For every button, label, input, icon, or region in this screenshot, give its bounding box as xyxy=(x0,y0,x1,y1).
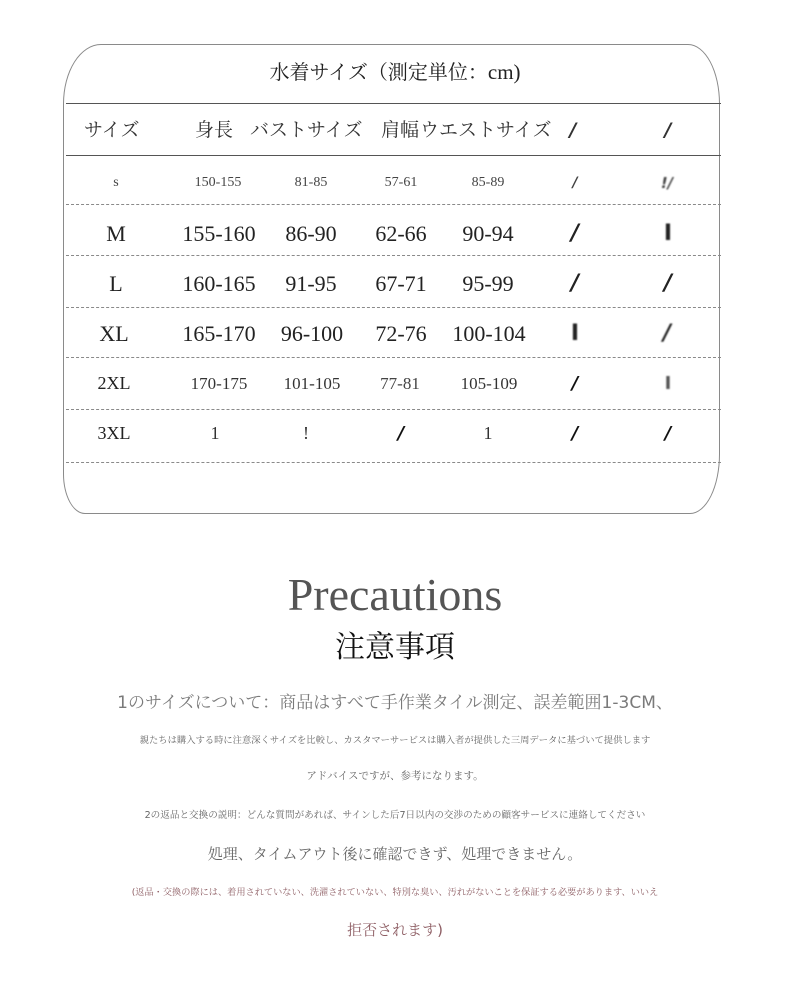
cell-col6: / xyxy=(572,174,578,191)
cell-size: 2XL xyxy=(97,373,131,394)
cell-size: 3XL xyxy=(97,423,131,444)
cell-size: XL xyxy=(99,320,129,346)
size-chart-title xyxy=(0,56,790,85)
cell-waist: 90-94 xyxy=(462,220,514,246)
cell-height: 170-175 xyxy=(190,373,248,393)
header-waist: ウエストサイズ xyxy=(420,118,552,141)
precautions-title-jp: 注意事項 xyxy=(335,630,455,665)
table-header-row xyxy=(0,105,790,155)
row-divider xyxy=(66,255,721,256)
note-return-timeout: 処理、タイムアウト後に確認できず、処理できません。 xyxy=(207,845,583,863)
header-shoulder: 肩幅 xyxy=(381,118,420,141)
note-return-condition: (返品・交換の際には、着用されていない、洗濯されていない、特別な臭い、汚れがないことを保証する必要があります、いいえ xyxy=(131,887,659,898)
cell-waist: 1 xyxy=(483,423,493,444)
cell-col6: / xyxy=(570,220,580,246)
cell-height: 155-160 xyxy=(182,220,256,246)
title-text: 水着サイズ（測定単位： xyxy=(269,60,488,84)
cell-bust: 81-85 xyxy=(294,174,328,190)
cell-bust: 91-95 xyxy=(285,270,337,296)
cell-bust: 86-90 xyxy=(285,220,337,246)
precautions-title-en: Precautions xyxy=(287,569,503,620)
note-size-line: 1のサイズについて：商品はすべて手作業タイル測定、誤差範囲1-3CM、 xyxy=(117,693,673,713)
table-row xyxy=(0,309,790,359)
header-height: 身長 xyxy=(195,118,234,141)
cell-shoulder: / xyxy=(397,423,405,445)
cell-height: 165-170 xyxy=(182,320,256,346)
cell-height: 150-155 xyxy=(194,174,242,190)
cell-waist: 95-99 xyxy=(462,270,514,296)
row-divider xyxy=(66,462,721,463)
cell-waist: 85-89 xyxy=(471,174,505,190)
cell-col6: / xyxy=(571,373,579,395)
note-return-line: 2の返品と交換の説明：どんな質問があれば、サインした后7日以内の交渉のための顧客サービスに連絡してください xyxy=(144,810,646,821)
cell-col7: I xyxy=(663,220,673,246)
header-col7: / xyxy=(664,118,672,141)
table-row xyxy=(0,409,790,459)
cell-bust: 101-105 xyxy=(283,373,341,393)
cell-size: L xyxy=(109,270,123,296)
cell-col7: I xyxy=(664,373,672,395)
cell-col6: I xyxy=(570,320,580,346)
header-size: サイズ xyxy=(84,118,140,141)
cell-col7: / xyxy=(662,320,672,346)
table-row xyxy=(0,359,790,409)
table-row xyxy=(0,259,790,309)
header-col6: / xyxy=(569,118,577,141)
cell-shoulder: 67-71 xyxy=(375,270,427,296)
cell-size: M xyxy=(106,220,126,246)
table-row xyxy=(0,209,790,259)
cell-shoulder: 72-76 xyxy=(375,320,427,346)
table-row xyxy=(0,158,790,208)
cell-col7: / xyxy=(664,423,672,445)
cell-col7: !/ xyxy=(660,174,674,192)
header-divider-bottom xyxy=(66,155,721,156)
cell-col7: / xyxy=(663,270,673,296)
cell-height: 160-165 xyxy=(182,270,256,296)
cell-height: 1 xyxy=(210,423,220,444)
row-divider xyxy=(66,307,721,308)
cell-waist: 105-109 xyxy=(460,373,518,393)
header-bust: バストサイズ xyxy=(250,118,363,141)
cell-size: s xyxy=(113,174,119,190)
cell-col6: / xyxy=(570,270,580,296)
note-size-advice: アドバイスですが、参考になります。 xyxy=(306,770,484,782)
note-return-reject: 拒否されます) xyxy=(347,921,443,939)
cell-col6: / xyxy=(571,423,579,445)
cell-shoulder: 57-61 xyxy=(384,174,418,190)
cell-shoulder: 77-81 xyxy=(380,373,420,393)
title-unit: cm) xyxy=(487,60,521,84)
cell-bust: 96-100 xyxy=(280,320,344,346)
row-divider xyxy=(66,357,721,358)
cell-waist: 100-104 xyxy=(452,320,526,346)
cell-shoulder: 62-66 xyxy=(375,220,427,246)
cell-bust: ! xyxy=(303,423,309,444)
header-divider-top xyxy=(66,103,721,104)
row-divider xyxy=(66,204,721,205)
note-size-detail: 親たちは購入する時に注意深くサイズを比較し、カスタマーサービスは購入者が提供した三周データに基づいて提供します xyxy=(139,735,651,746)
